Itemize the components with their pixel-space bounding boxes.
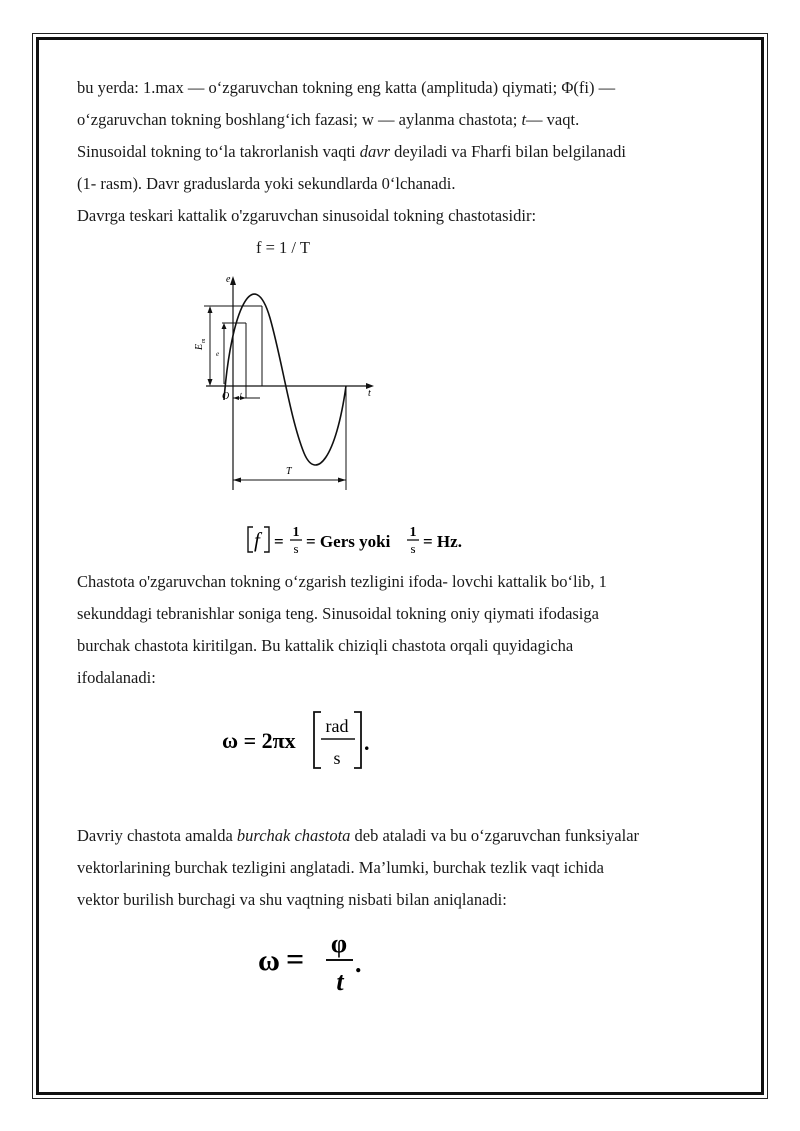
text-line: Sinusoidal tokning to‘la takrorlanish vaqti davr deyiladi va Fharfi bilan belgilanadi	[77, 142, 626, 161]
text-line: o‘zgaruvchan tokning boshlang‘ich fazasi; w — aylanma chastota; t— vaqt.	[77, 110, 580, 129]
text-line: vektorlarining burchak tezligini anglatadi. Ma’lumki, burchak tezlik vaqt ichida	[77, 858, 604, 877]
eq-phi-lhs: ω	[258, 944, 280, 977]
eq-gers-yoki: = Gers yoki	[306, 532, 391, 551]
eq-phi-num: φ	[330, 929, 348, 958]
bracket-left	[314, 712, 321, 768]
text-line: burchak chastota kiritilgan. Bu kattalik chiziqli chastota orqali quyidagicha	[77, 636, 574, 655]
period-arrow-left	[233, 478, 241, 483]
equation-phi	[256, 926, 376, 996]
eq-numerator-1: 1	[292, 525, 300, 540]
sinusoid-figure	[186, 268, 386, 498]
text-line: bu yerda: 1.max — o‘zgaruvchan tokning eng katta (amplituda) qiymati; Φ(fi) —	[77, 78, 616, 97]
bracket-right	[264, 527, 269, 552]
equation-frequency-units	[244, 522, 484, 560]
paragraph-angular-frequency	[77, 820, 737, 916]
label-t-small: t	[240, 391, 242, 399]
eq-denominator-s-b: s	[410, 541, 416, 556]
label-em-group	[194, 338, 207, 351]
label-period: T	[286, 466, 292, 477]
eq-period: .	[364, 730, 370, 755]
text-line: (1- rasm). Davr graduslarda yoki sekundlarda 0‘lchanadi.	[77, 174, 456, 193]
label-em: E	[194, 343, 205, 350]
vertical-axis-arrow	[230, 276, 236, 285]
eq-denominator-s: s	[293, 541, 299, 556]
text-line: Davriy chastota amalda burchak chastota deb ataladi va bu o‘zgaruvchan funksiyalar	[77, 826, 640, 845]
instant-arrow-top	[222, 323, 227, 329]
eq-phi-equals: =	[286, 941, 305, 977]
eq-hz: = Hz.	[423, 532, 462, 551]
time-marker-arrow-left	[233, 396, 239, 400]
sine-curve	[224, 294, 346, 465]
text-line: ifodalanadi:	[77, 668, 156, 687]
paragraph-frequency	[77, 566, 737, 694]
bracket-right	[354, 712, 361, 768]
formula-frequency: f = 1 / T	[256, 238, 310, 257]
eq-s: s	[333, 748, 341, 768]
period-arrow-right	[338, 478, 346, 483]
amplitude-arrow-top	[208, 306, 213, 313]
paragraph-intro	[77, 72, 737, 232]
label-e: e	[226, 274, 231, 285]
eq-omega-lhs: ω = 2πx	[222, 728, 296, 753]
text-line: sekunddagi tebranishlar soniga teng. Sinusoidal tokning oniy qiymati ifodasiga	[77, 604, 599, 623]
bracket-left	[248, 527, 253, 552]
label-origin: O	[222, 391, 230, 402]
label-t-axis: t	[368, 388, 371, 399]
label-e-small: e	[216, 350, 220, 358]
eq-phi-den: t	[336, 967, 344, 996]
amplitude-arrow-bottom	[208, 379, 213, 386]
text-line: Davrga teskari kattalik o'zgaruvchan sinusoidal tokning chastotasidir:	[77, 206, 537, 225]
equation-omega	[220, 706, 400, 772]
eq-rad: rad	[325, 716, 349, 736]
eq-numerator-1b: 1	[409, 525, 417, 540]
text-line: Chastota o'zgaruvchan tokning o‘zgarish tezligini ifoda- lovchi kattalik bo‘lib, 1	[77, 572, 607, 591]
label-em-sub: m	[201, 338, 207, 343]
eq-phi-period: .	[355, 949, 362, 978]
text-line: vektor burilish burchagi va shu vaqtning nisbati bilan aniqlanadi:	[77, 890, 507, 909]
eq-f-symbol: f	[254, 528, 260, 552]
eq-equals: =	[274, 532, 284, 551]
